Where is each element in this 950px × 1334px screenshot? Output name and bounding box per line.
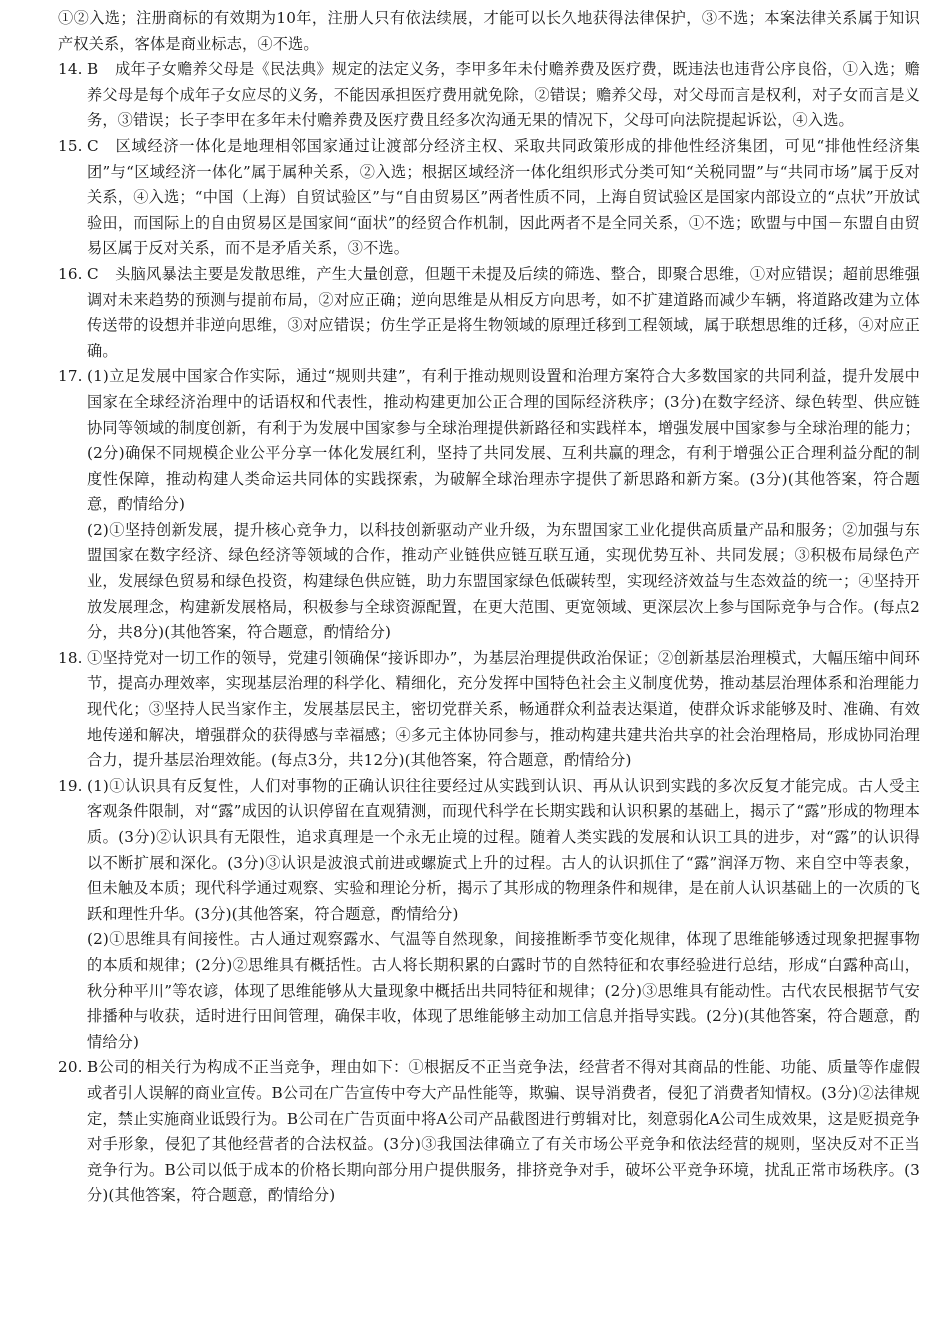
answer-page xyxy=(58,6,920,1209)
answer-text: 头脑风暴法主要是发散思维，产生大量创意，但题干未提及后续的筛选、整合，即聚合思维，①对应错误；超前思维强调对未来趋势的预测与提前布局，②对应正确；逆向思维是从相反方向思考，如不扩建道路而减少车辆，将道路改建为立体传送带的设想并非逆向思维，③对应错误；仿生学正是将生物领域的原理迁移到工程领域，属于联想思维的迁移，④对应正确。 xyxy=(87,264,920,360)
choice-answer: C xyxy=(87,264,99,283)
answer-text-part-1: (1)①认识具有反复性，人们对事物的正确认识往往要经过从实践到认识、再从认识到实践的多次反复才能完成。古人受主客观条件限制，对“露”成因的认识停留在直观猜测，而现代科学在长期实践和认识积累的基础上，揭示了“露”形成的物理本质。(3分)②认识具有无限性，追求真理是一个永无止境的过程。随着人类实践的发展和认识工具的进步，对“露”的认识得以不断扩展和深化。(3分)③认识是波浪式前进或螺旋式上升的过程。古人的认识抓住了“露”润泽万物、来自空中等表象，但未触及本质；现代科学通过观察、实验和理论分析，揭示了其形成的物理条件和规律，是在前人认识基础上的一次质的飞跃和理性升华。(3分)(其他答案，符合题意，酌情给分) xyxy=(87,776,920,923)
answer-text: 成年子女赡养父母是《民法典》规定的法定义务，李甲多年未付赡养费及医疗费，既违法也违背公序良俗，①入选；赡养父母是每个成年子女应尽的义务，不能因承担医疗费用就免除，②错误；赡养父母，对父母而言是权利，对子女而言是义务，③错误；长子李甲在多年未付赡养费及医疗费且经多次沟通无果的情况下，父母可向法院提起诉讼，④入选。 xyxy=(87,60,920,130)
choice-answer: C xyxy=(87,136,99,155)
answer-text-part-2: (2)①坚持创新发展，提升核心竞争力，以科技创新驱动产业升级，为东盟国家工业化提供高质量产品和服务；②加强与东盟国家在数字经济、绿色经济等领域的合作，推动产业链供应链互联互通，实现优势互补、共同发展；③积极布局绿色产业，发展绿色贸易和绿色投资，构建绿色供应链，助力东盟国家绿色低碳转型，实现经济效益与生态效益的统一；④坚持开放发展理念，构建新发展格局，积极参与全球资源配置，在更大范围、更宽领域、更深层次上参与国际竞争与合作。(每点2分，共8分)(其他答案，符合题意，酌情给分) xyxy=(87,520,920,642)
question-number: 15. xyxy=(58,136,83,155)
question-number: 14. xyxy=(58,60,83,79)
answer-text: B公司的相关行为构成不正当竞争，理由如下：①根据反不正当竞争法，经营者不得对其商品的性能、功能、质量等作虚假或者引人误解的商业宣传。B公司在广告宣传中夸大产品性能等，欺骗、误导消费者，侵犯了消费者知情权。(3分)②法律规定，禁止实施商业诋毁行为。B公司在广告页面中将A公司产品截图进行剪辑对比，刻意弱化A公司生成效果，这是贬损竞争对手形象，侵犯了其他经营者的合法权益。(3分)③我国法律确立了有关市场公平竞争和依法经营的规则，坚决反对不正当竞争行为。B公司以低于成本的价格长期向部分用户提供服务，排挤竞争对手，破坏公平竞争环境，扰乱正常市场秩序。(3分)(其他答案，符合题意，酌情给分) xyxy=(87,1058,920,1205)
answer-text: 区域经济一体化是地理相邻国家通过让渡部分经济主权、采取共同政策形成的排他性经济集团，可见“排他性经济集团”与“区域经济一体化”属于属种关系，②入选；根据区域经济一体化组织形式分类可知“关税同盟”与“共同市场”属于反对关系，④入选；“中国（上海）自贸试验区”与“自由贸易区”两者性质不同，上海自贸试验区是国家内部设立的“点状”开放试验田，而国际上的自由贸易区是国家间“面状”的经贸合作机制，因此两者不是全同关系，①不选；欧盟与中国－东盟自由贸易区属于反对关系，而不是矛盾关系，③不选。 xyxy=(87,136,920,258)
answer-item-19 xyxy=(58,774,920,1056)
answer-text: ①②入选；注册商标的有效期为10年，注册人只有依法续展，才能可以长久地获得法律保护，③不选；本案法律关系属于知识产权关系，客体是商业标志，④不选。 xyxy=(58,9,920,53)
question-number: 16. xyxy=(58,264,83,283)
question-number: 18. xyxy=(58,648,83,667)
answer-item-14 xyxy=(58,57,920,134)
question-number: 20. xyxy=(58,1058,83,1077)
answer-item-17 xyxy=(58,364,920,646)
question-number: 19. xyxy=(58,776,83,795)
answer-text: ①坚持党对一切工作的领导，党建引领确保“接诉即办”，为基层治理提供政治保证；②创新基层治理模式，大幅压缩中间环节，提高办理效率，实现基层治理的科学化、精细化，充分发挥中国特色社会主义制度优势，推动基层治理体系和治理能力现代化；③坚持人民当家作主，发展基层民主，密切党群关系，畅通群众利益表达渠道，使群众诉求能够及时、准确、有效地传递和解决，增强群众的获得感与幸福感；④多元主体协同参与，推动构建共建共治共享的社会治理格局，形成协同治理合力，提升基层治理效能。(每点3分，共12分)(其他答案，符合题意，酌情给分) xyxy=(87,648,920,770)
choice-answer: B xyxy=(87,60,99,79)
answer-text-part-2: (2)①思维具有间接性。古人通过观察露水、气温等自然现象，间接推断季节变化规律，体现了思维能够透过现象把握事物的本质和规律；(2分)②思维具有概括性。古人将长期积累的白露时节的自然特征和农事经验进行总结，形成“白露种高山，秋分种平川”等农谚，体现了思维能够从大量现象中概括出共同特征和规律；(2分)③思维具有能动性。古代农民根据节气安排播种与收获，适时进行田间管理，确保丰收，体现了思维能够主动加工信息并指导实践。(2分)(其他答案，符合题意，酌情给分) xyxy=(87,930,920,1051)
answer-item-15 xyxy=(58,134,920,262)
answer-item-13-continued xyxy=(58,6,920,57)
answer-item-16 xyxy=(58,262,920,364)
answer-text-part-1: (1)立足发展中国家合作实际，通过“规则共建”，有利于推动规则设置和治理方案符合大多数国家的共同利益，提升发展中国家在全球经济治理中的话语权和代表性，推动构建更加公正合理的国际经济秩序；(3分)在数字经济、绿色转型、供应链协同等领域的制度创新，有利于为发展中国家参与全球治理提供新路径和实践样本，增强发展中国家参与全球治理的能力；(2分)确保不同规模企业公平分享一体化发展红利，坚持了共同发展、互利共赢的理念，有利于增强公正合理利益分配的制度性保障，推动构建人类命运共同体的实践探索，为破解全球治理赤字提供了新思路和新方案。(3分)(其他答案，符合题意，酌情给分) xyxy=(87,367,920,514)
answer-item-20 xyxy=(58,1055,920,1209)
question-number: 17. xyxy=(58,367,83,386)
answer-item-18 xyxy=(58,646,920,774)
